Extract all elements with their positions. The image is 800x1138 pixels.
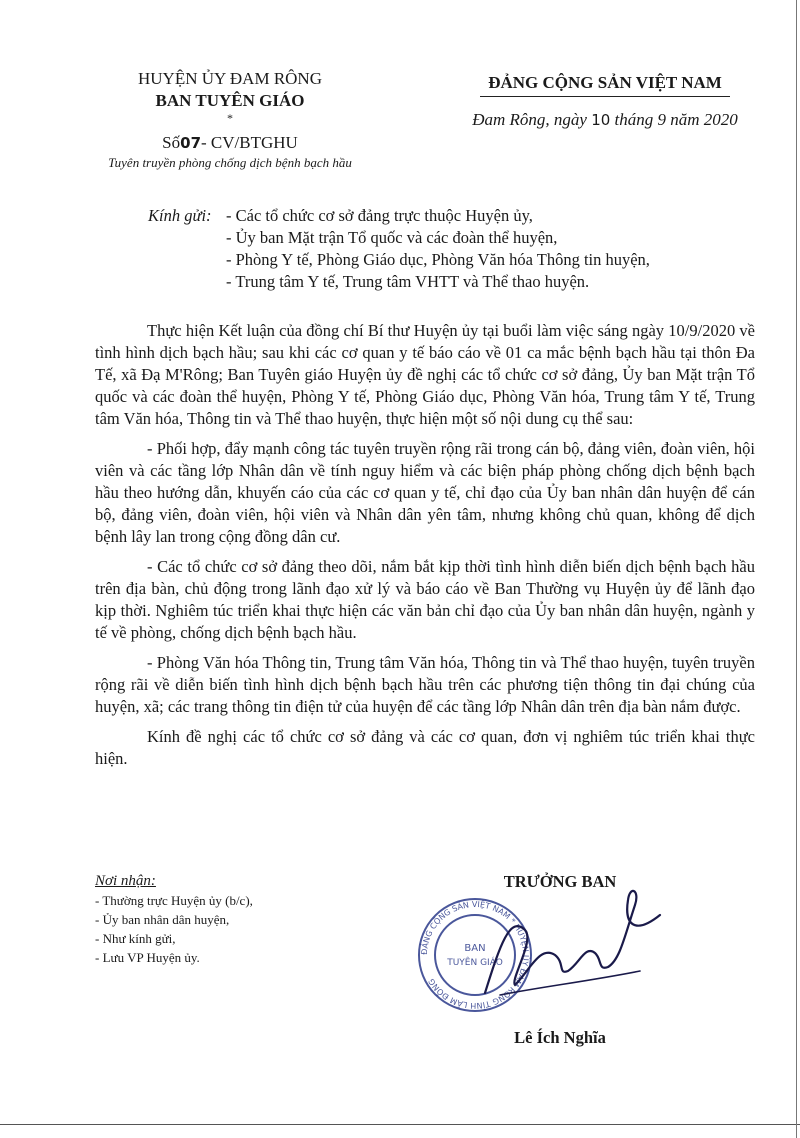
- issuer-star: *: [227, 111, 233, 125]
- party-underline: [480, 96, 730, 97]
- issuer-dept: BAN TUYÊN GIÁO: [155, 91, 305, 110]
- document-number-suffix: - CV/BTGHU: [201, 133, 298, 152]
- issuer-org: HUYỆN ỦY ĐAM RÔNG: [137, 69, 322, 88]
- party-name: ĐẢNG CỘNG SẢN VIỆT NAM: [488, 73, 722, 92]
- recipients-label: Kính gửi:: [148, 206, 212, 225]
- recipient-line: [148, 271, 748, 293]
- signature-title: TRƯỞNG BAN: [503, 872, 617, 891]
- body-paragraph: - Phòng Văn hóa Thông tin, Trung tâm Văn hóa, Thông tin và Thể thao huyện, tuyên truyền rộng rãi về diễn biến tình hình dịch bệnh bạch hầu trên các phương tiện thông tin đại chúng của huyện, xã; các trang thông tin điện tử của huyện để các tầng lớp Nhân dân trên địa bàn nắm được.: [95, 653, 755, 716]
- recipient-item: - Các tổ chức cơ sở đảng trực thuộc Huyện ủy,: [226, 206, 533, 225]
- receiver-item: - Thường trực Huyện ủy (b/c),: [95, 893, 253, 908]
- page-edge-right: [796, 0, 797, 1138]
- recipient-item: - Ủy ban Mặt trận Tổ quốc và các đoàn thể huyện,: [226, 228, 558, 247]
- seal-ring-text: ĐẢNG CỘNG SẢN VIỆT NAM * HUYỆN ỦY ĐAM RÔNG TỈNH LÂM ĐỒNG: [419, 899, 531, 1011]
- receiver-item: - Ủy ban nhân dân huyện,: [95, 912, 230, 927]
- recipient-line: [148, 227, 748, 249]
- seal-center-1: BAN: [464, 943, 486, 954]
- document-number-handwritten: 07: [180, 134, 202, 152]
- document-number-prefix: Số: [162, 133, 181, 152]
- date-day-handwritten: 10: [591, 111, 611, 129]
- recipient-line: [148, 249, 748, 271]
- handwritten-signature-icon: [470, 875, 670, 1015]
- document-number: [80, 132, 380, 154]
- date-suffix: tháng 9 năm 2020: [614, 110, 738, 129]
- document-body: [95, 320, 755, 778]
- page-edge-bottom: [0, 1124, 800, 1125]
- recipient-item: - Trung tâm Y tế, Trung tâm VHTT và Thể thao huyện.: [226, 272, 590, 291]
- body-paragraph: Thực hiện Kết luận của đồng chí Bí thư Huyện ủy tại buổi làm việc sáng ngày 10/9/2020 về tình hình dịch bạch hầu; sau khi các cơ quan y tế báo cáo về 01 ca mắc bệnh bạch hầu tại thôn Đa Tế, xã Đạ M'Rông; Ban Tuyên giáo Huyện ủy đề nghị các tổ chức cơ sở đảng, Ủy ban Mặt trận Tổ quốc và các đoàn thể huyện, Phòng Y tế, Phòng Giáo dục, Phòng Văn hóa, Trung tâm Y tế, Trung tâm Văn hóa, Thông tin và Thể thao huyện, thực hiện một số nội dung cụ thể sau:: [95, 321, 755, 428]
- body-paragraph: - Phối hợp, đẩy mạnh công tác tuyên truyền rộng rãi trong cán bộ, đảng viên, đoàn viên, hội viên và các tầng lớp Nhân dân về tính nguy hiểm và các biện pháp phòng chống dịch bệnh bạch hầu theo hướng dẫn, khuyến cáo của các cơ quan y tế, chỉ đạo của Ủy ban nhân dân huyện để cán bộ, đảng viên, đoàn viên, hội viên và Nhân dân yên tâm, nhưng không chủ quan, không để dịch bệnh lây lan trong cộng đồng dân cư.: [95, 439, 755, 546]
- receiver-item: - Lưu VP Huyện ủy.: [95, 950, 200, 965]
- receiver-item: - Như kính gửi,: [95, 931, 176, 946]
- document-date: [445, 109, 765, 131]
- signer-name: Lê Ích Nghĩa: [514, 1028, 606, 1047]
- receivers-block: [95, 872, 395, 967]
- recipient-line: [148, 205, 748, 227]
- recipient-item: - Phòng Y tế, Phòng Giáo dục, Phòng Văn hóa Thông tin huyện,: [226, 250, 650, 269]
- body-paragraph: Kính đề nghị các tổ chức cơ sở đảng và các cơ quan, đơn vị nghiêm túc triển khai thực hiện.: [95, 727, 755, 768]
- receivers-title: Nơi nhận:: [95, 873, 156, 889]
- document-subject: Tuyên truyền phòng chống dịch bệnh bạch hầu: [108, 155, 352, 170]
- recipients-block: [148, 205, 748, 293]
- seal-center-2: TUYÊN GIÁO: [447, 958, 503, 968]
- body-paragraph: - Các tổ chức cơ sở đảng theo dõi, nắm bắt kịp thời tình hình diễn biến dịch bệnh bạch hầu trên địa bàn, chủ động trong lãnh đạo xử lý và báo cáo về Ban Thường vụ Huyện ủy để lãnh đạo kịp thời. Nghiêm túc triển khai thực hiện các văn bản chỉ đạo của Ủy ban nhân dân huyện, ngành y tế về phòng, chống dịch bệnh bạch hầu.: [95, 557, 755, 642]
- party-block: [445, 72, 765, 131]
- issuer-block: [80, 68, 380, 172]
- date-prefix: Đam Rông, ngày: [472, 110, 587, 129]
